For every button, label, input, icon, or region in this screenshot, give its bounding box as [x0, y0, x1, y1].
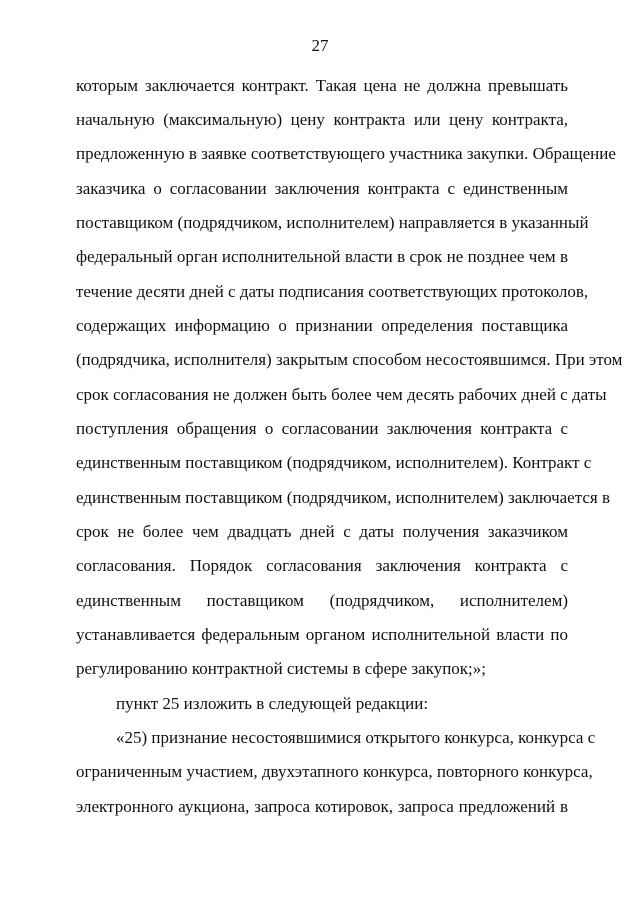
text-line: (подрядчика, исполнителя) закрытым способом несостоявшимся. При этом: [76, 350, 623, 369]
text-line: электронного аукциона, запроса котировок, запроса предложений в: [76, 797, 568, 816]
text-line: единственным поставщиком (подрядчиком, исполнителем) заключается в: [76, 488, 610, 507]
text-line: заказчика о согласовании заключения контракта с единственным: [76, 179, 568, 198]
text-line: согласования. Порядок согласования заключения контракта с: [76, 556, 568, 575]
text-line: единственным поставщиком (подрядчиком, исполнителем). Контракт с: [76, 453, 592, 472]
text-line: срок согласования не должен быть более чем десять рабочих дней с даты: [76, 385, 607, 404]
text-line: предложенную в заявке соответствующего участника закупки. Обращение: [76, 144, 616, 163]
page-number: 27: [311, 36, 329, 55]
text-line: поставщиком (подрядчиком, исполнителем) направляется в указанный: [76, 213, 589, 232]
text-line: единственным поставщиком (подрядчиком, исполнителем): [76, 591, 568, 610]
text-line: «25) признание несостоявшимися открытого конкурса, конкурса с: [116, 728, 596, 747]
text-line: федеральный орган исполнительной власти в срок не позднее чем в: [76, 247, 568, 266]
text-line: которым заключается контракт. Такая цена не должна превышать: [76, 76, 568, 95]
text-line: пункт 25 изложить в следующей редакции:: [116, 694, 429, 713]
text-line: регулированию контрактной системы в сфере закупок;»;: [76, 659, 486, 678]
text-line: срок не более чем двадцать дней с даты получения заказчиком: [76, 522, 568, 541]
text-line: ограниченным участием, двухэтапного конкурса, повторного конкурса,: [76, 762, 593, 781]
text-line: поступления обращения о согласовании заключения контракта с: [76, 419, 568, 438]
text-line: начальную (максимальную) цену контракта или цену контракта,: [76, 110, 568, 129]
text-line: содержащих информацию о признании определения поставщика: [76, 316, 568, 335]
text-line: течение десяти дней с даты подписания соответствующих протоколов,: [76, 282, 589, 301]
text-line: устанавливается федеральным органом исполнительной власти по: [76, 625, 568, 644]
